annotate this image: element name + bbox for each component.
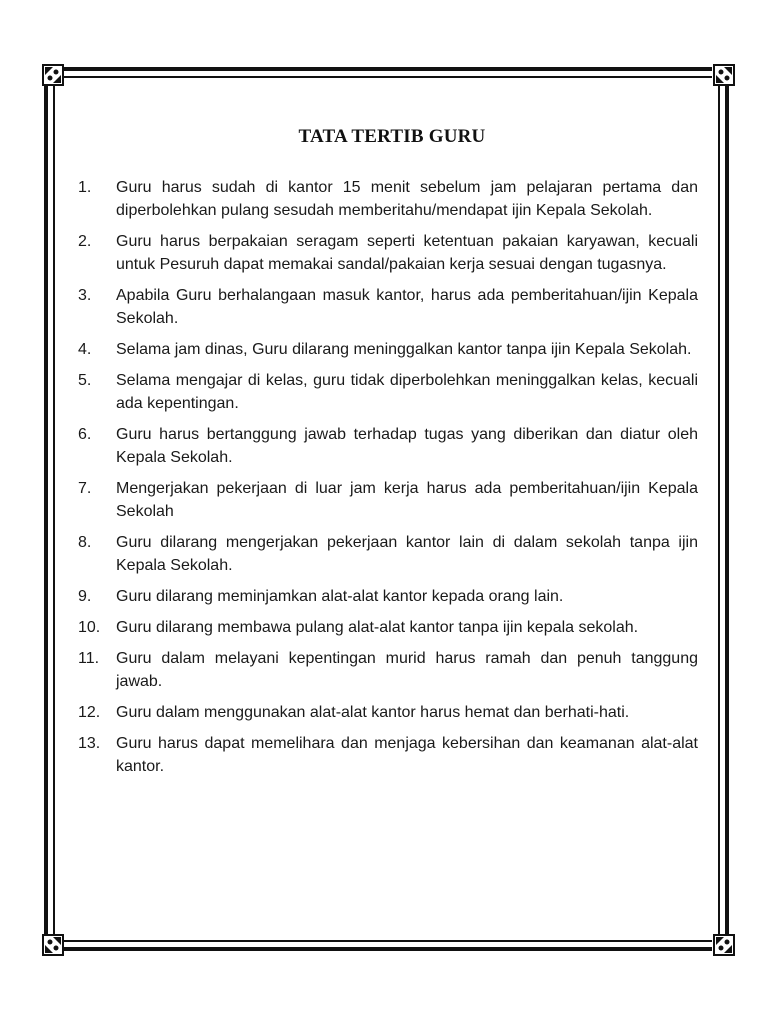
border-top-inner (62, 76, 712, 78)
rule-number: 2. (78, 233, 92, 250)
list-item (78, 284, 698, 330)
rule-number: 3. (78, 287, 92, 304)
rules-list (78, 176, 698, 778)
rule-text: Selama mengajar di kelas, guru tidak diperbolehkan meninggalkan kelas, kecuali ada kepentingan. (116, 372, 698, 412)
border-right-outer (725, 86, 729, 934)
list-item (78, 701, 698, 724)
rule-number: 9. (78, 588, 92, 605)
rule-text: Guru dilarang mengerjakan pekerjaan kantor lain di dalam sekolah tanpa ijin Kepala Sekolah. (116, 534, 698, 574)
list-item (78, 230, 698, 276)
corner-ornament-bottom-left-icon (42, 934, 64, 956)
list-item (78, 585, 698, 608)
rule-text: Apabila Guru berhalangaan masuk kantor, harus ada pemberitahuan/ijin Kepala Sekolah. (116, 287, 698, 327)
rule-text: Guru harus bertanggung jawab terhadap tugas yang diberikan dan diatur oleh Kepala Sekolah. (116, 426, 698, 466)
list-item (78, 369, 698, 415)
document-title: TATA TERTIB GURU (298, 126, 486, 147)
rule-number: 4. (78, 341, 92, 358)
list-item (78, 647, 698, 693)
border-right-inner (718, 86, 720, 934)
list-item (78, 732, 698, 778)
rule-text: Guru dalam menggunakan alat-alat kantor harus hemat dan berhati-hati. (116, 704, 630, 721)
list-item (78, 531, 698, 577)
rule-number: 1. (78, 179, 92, 196)
border-left-outer (44, 86, 48, 934)
rule-text: Selama jam dinas, Guru dilarang meninggalkan kantor tanpa ijin Kepala Sekolah. (116, 341, 692, 358)
rule-text: Guru harus sudah di kantor 15 menit sebelum jam pelajaran pertama dan diperbolehkan pulang sesudah memberitahu/mendapat ijin Kepala Sekolah. (116, 179, 698, 219)
rule-number: 11. (78, 650, 100, 667)
border-bottom-inner (62, 940, 712, 942)
list-item (78, 477, 698, 523)
corner-ornament-top-right-icon (713, 64, 735, 86)
rule-text: Mengerjakan pekerjaan di luar jam kerja harus ada pemberitahuan/ijin Kepala Sekolah (116, 480, 698, 520)
list-item (78, 176, 698, 222)
border-top-outer (62, 67, 712, 71)
list-item (78, 338, 698, 361)
border-bottom-outer (62, 947, 712, 951)
rule-number: 5. (78, 372, 92, 389)
rule-text: Guru harus dapat memelihara dan menjaga kebersihan dan keamanan alat-alat kantor. (116, 735, 698, 775)
corner-ornament-bottom-right-icon (713, 934, 735, 956)
document-body (78, 126, 698, 786)
rule-text: Guru dilarang membawa pulang alat-alat kantor tanpa ijin kepala sekolah. (116, 619, 639, 636)
rule-number: 7. (78, 480, 92, 497)
rule-number: 13. (78, 735, 101, 752)
border-left-inner (53, 86, 55, 934)
rule-text: Guru harus berpakaian seragam seperti ketentuan pakaian karyawan, kecuali untuk Pesuruh dapat memakai sandal/pakaian kerja sesuai dengan tugasnya. (116, 233, 698, 273)
corner-ornament-top-left-icon (42, 64, 64, 86)
rule-number: 8. (78, 534, 92, 551)
list-item (78, 423, 698, 469)
rule-number: 6. (78, 426, 92, 443)
list-item (78, 616, 698, 639)
rule-number: 12. (78, 704, 101, 721)
rule-text: Guru dalam melayani kepentingan murid harus ramah dan penuh tanggung jawab. (116, 650, 698, 690)
rule-text: Guru dilarang meminjamkan alat-alat kantor kepada orang lain. (116, 588, 564, 605)
rule-number: 10. (78, 619, 101, 636)
